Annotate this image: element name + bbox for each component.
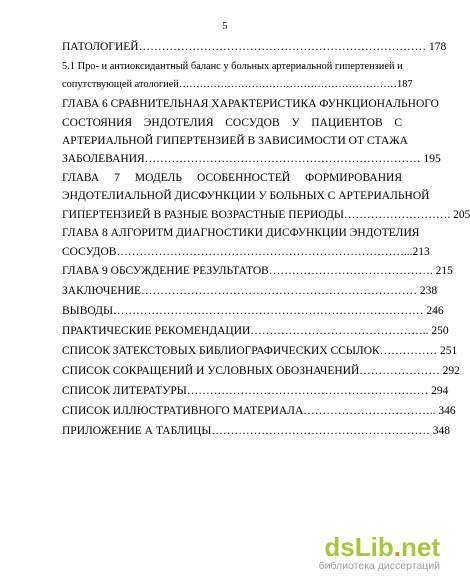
logo-dot: . xyxy=(393,532,401,562)
logo-tld-text: net xyxy=(401,532,440,562)
toc-line: ПРИЛОЖЕНИЕ А ТАБЛИЦЫ………………………………………………… 348 xyxy=(62,425,450,437)
toc-line: АРТЕРИАЛЬНОЙ ГИПЕРТЕНЗИЕЙ В ЗАВИСИМОСТИ ОТ СТАЖА xyxy=(62,135,408,147)
toc-line: ПАТОЛОГИЕЙ………………………………………………………………… 178 xyxy=(62,41,447,53)
toc-line: 5.1 Про- и антиоксидантный баланс у больных артериальной гипертензией и xyxy=(62,61,403,72)
toc-line: сопутствующей атологией………………………………………………………187 xyxy=(62,79,413,90)
toc-line: СПИСОК ИЛЛЮСТРАТИВНОГО МАТЕРИАЛА…………………………….. 346 xyxy=(62,405,456,417)
toc-line: СОСТОЯНИЯ ЭНДОТЕЛИЯ СОСУДОВ У ПАЦИЕНТОВ С xyxy=(62,117,402,129)
toc-line: ЗАКЛЮЧЕНИЕ……………………………………………………………… 238 xyxy=(62,285,438,297)
logo-main-text: dsLib xyxy=(324,532,394,562)
dslib-logo xyxy=(319,534,440,560)
page-number: 5 xyxy=(222,21,228,32)
toc-line: ГЛАВА 8 АЛГОРИТМ ДИАГНОСТИКИ ДИСФУНКЦИИ ЭНДОТЕЛИЯ xyxy=(62,227,420,239)
toc-line: ГЛАВА 7 МОДЕЛЬ ОСОБЕННОСТЕЙ ФОРМИРОВАНИЯ xyxy=(62,172,402,184)
toc-line: СПИСОК ЗАТЕКСТОВЫХ БИБЛИОГРАФИЧЕСКИХ ССЫЛОК…………… 251 xyxy=(62,345,458,357)
toc-line: СПИСОК ЛИТЕРАТУРЫ……………………………………………………… 294 xyxy=(62,385,449,397)
toc-line: ЭНДОТЕЛИАЛЬНОЙ ДИСФУНКЦИИ У БОЛЬНЫХ С АРТЕРИАЛЬНОЙ xyxy=(62,190,430,202)
toc-line: ЗАБОЛЕВАНИЯ……………………………………………………………… 195 xyxy=(62,153,441,165)
toc-line: ГЛАВА 9 ОБСУЖДЕНИЕ РЕЗУЛЬТАТОВ……………………………………. 215 xyxy=(62,265,453,277)
toc-line: ГИПЕРТЕНЗИЕЙ В РАЗНЫЕ ВОЗРАСТНЫЕ ПЕРИОДЫ………………………. 205 xyxy=(62,209,470,221)
toc-line: СПИСОК СОКРАЩЕНИЙ И УСЛОВНЫХ ОБОЗНАЧЕНИЙ………………… 292 xyxy=(62,365,460,377)
toc-line: СОСУДОВ…………………………………………………………………...213 xyxy=(62,246,430,258)
toc-line: ВЫВОДЫ……………………………………………………………………… 246 xyxy=(62,305,444,317)
watermark-caption: библиотека диссертаций xyxy=(318,560,440,572)
toc-line: ПРАКТИЧЕСКИЕ РЕКОМЕНДАЦИИ……………………………………….. 250 xyxy=(62,325,449,337)
toc-line: ГЛАВА 6 СРАВНИТЕЛЬНАЯ ХАРАКТЕРИСТИКА ФУНКЦИОНАЛЬНОГО xyxy=(62,98,439,110)
dslib-watermark xyxy=(319,534,440,572)
